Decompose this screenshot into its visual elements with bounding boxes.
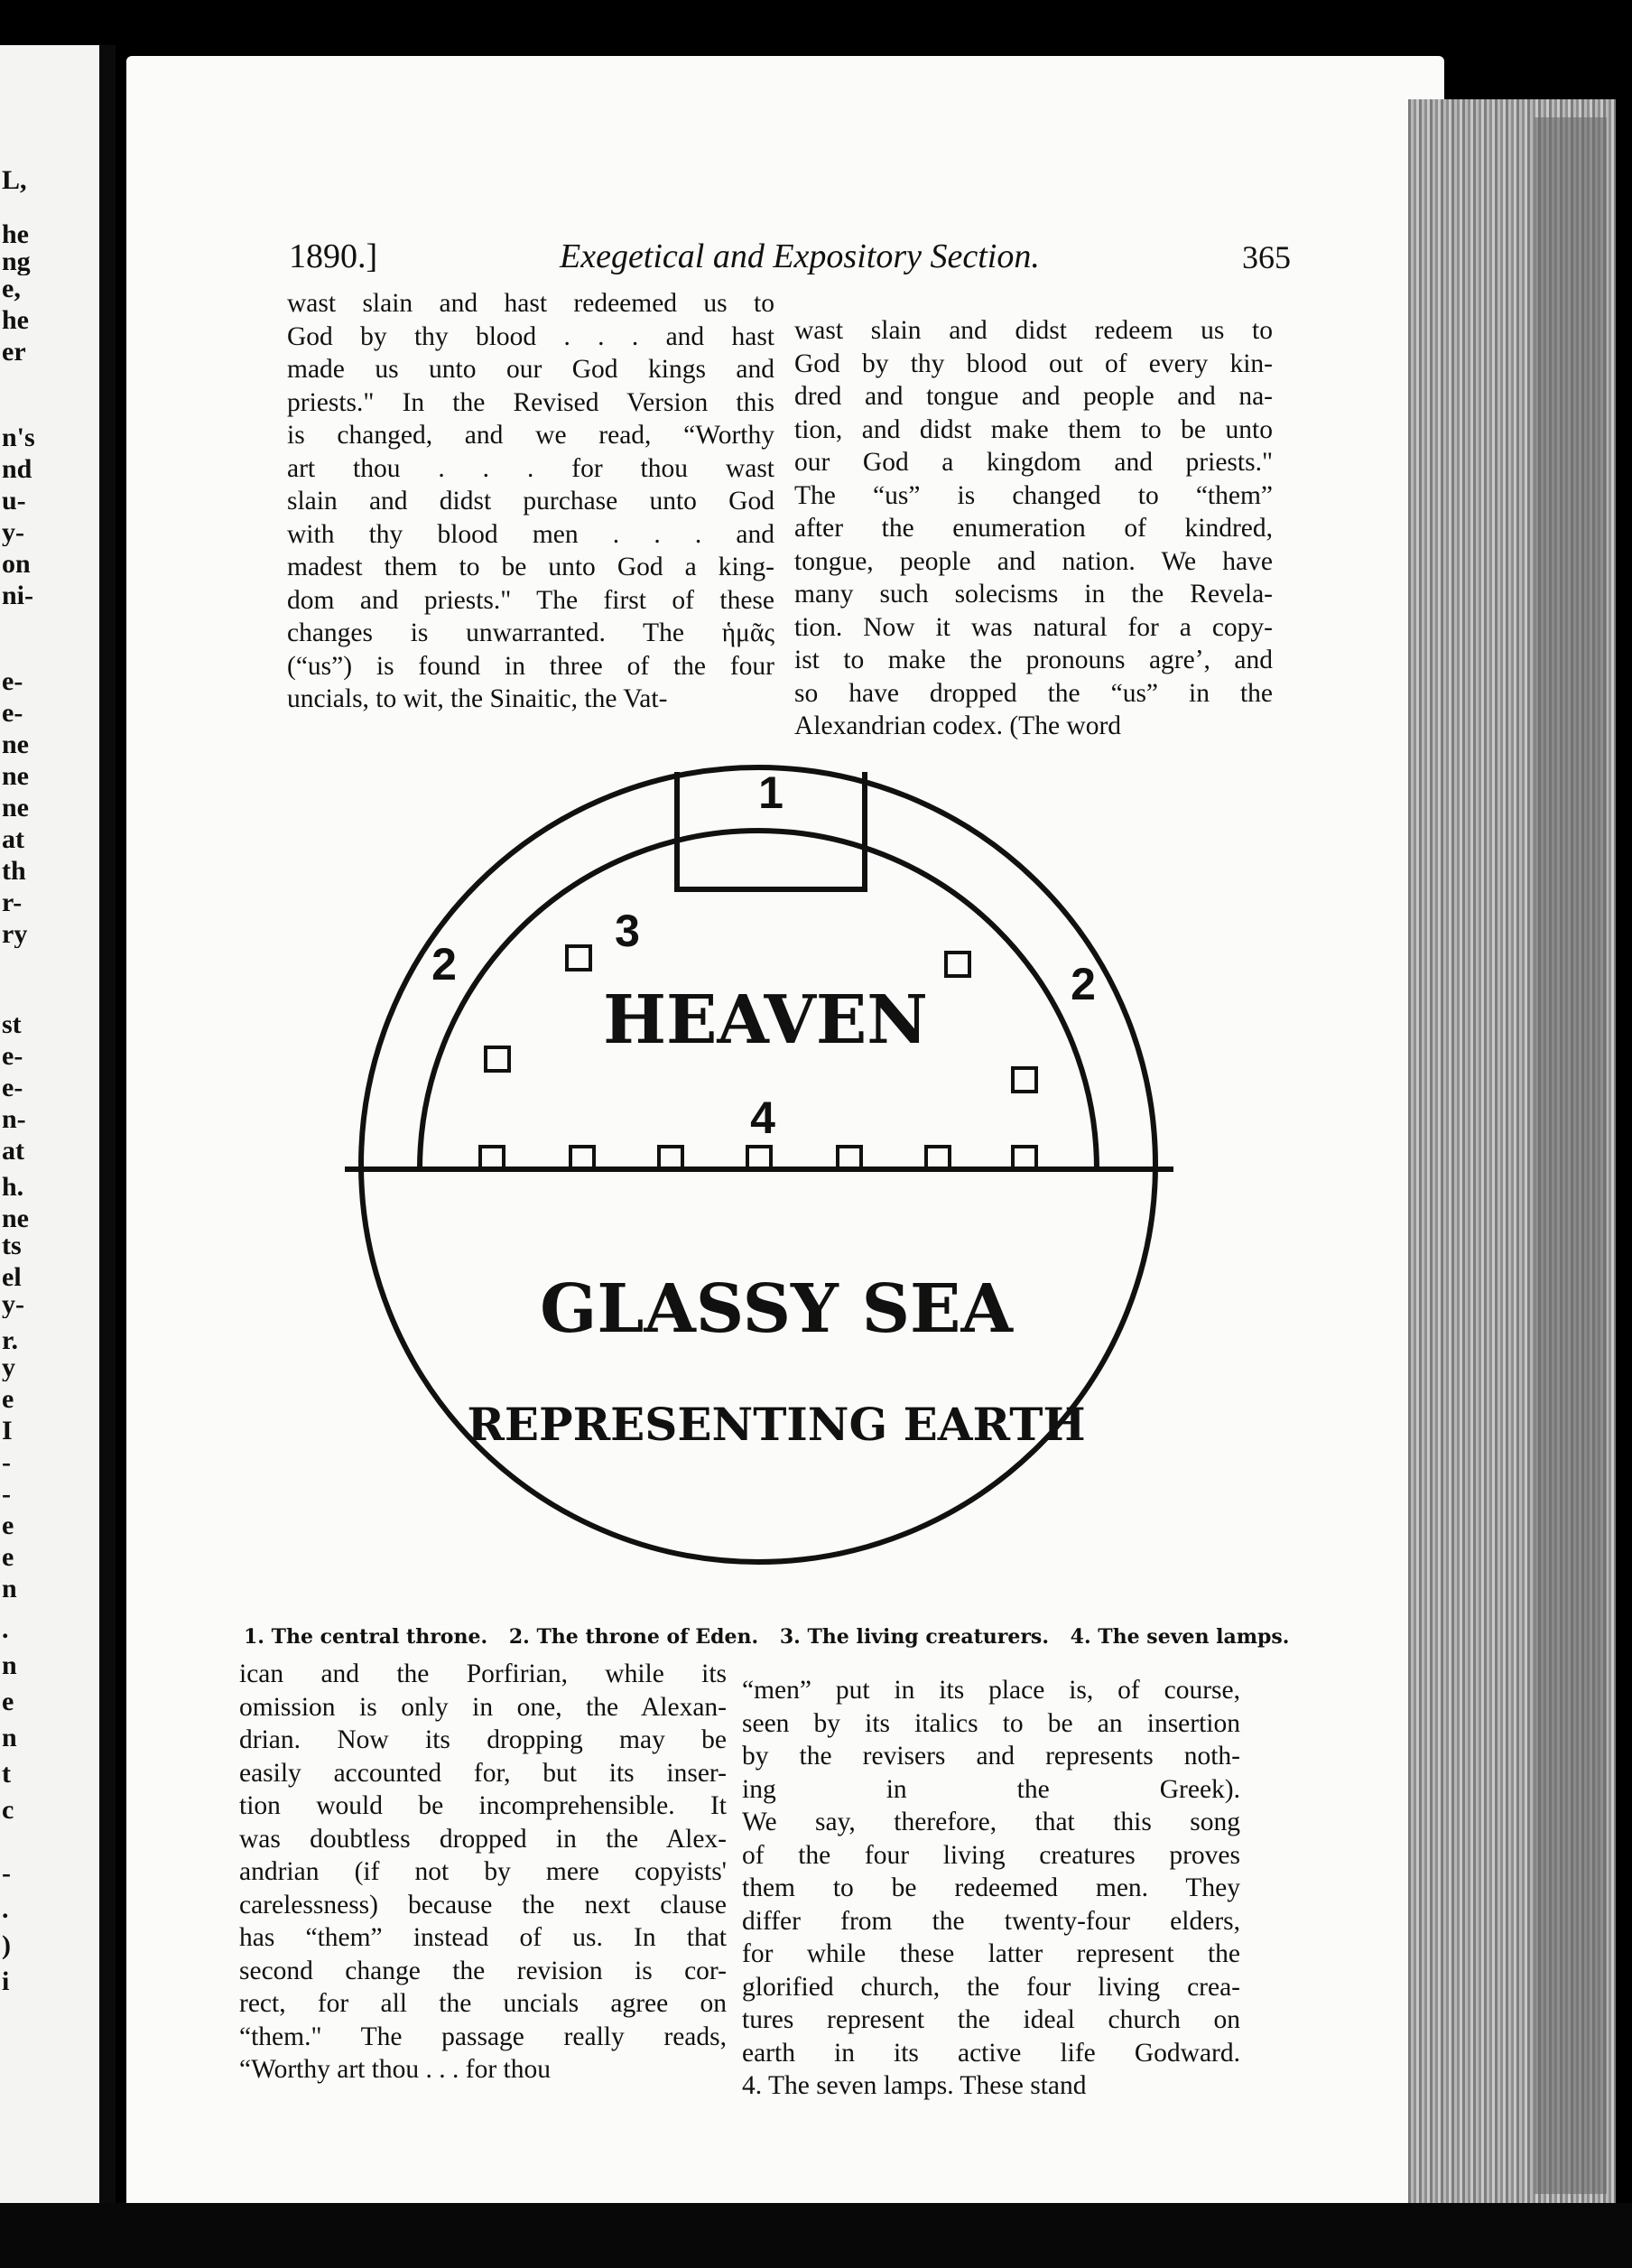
text-line: Alexandrian codex. (The word bbox=[794, 711, 1122, 740]
marker-1: 1 bbox=[758, 767, 784, 818]
facing-page-fragment: e, bbox=[2, 275, 21, 302]
text-line: is changed, and we read, “Worthy bbox=[287, 421, 774, 450]
facing-page-fragment: - bbox=[2, 1860, 11, 1887]
marker-2-right: 2 bbox=[1071, 959, 1096, 1009]
text-line: tion would be incomprehensible. It bbox=[239, 1791, 727, 1820]
marker-3: 3 bbox=[615, 906, 640, 956]
text-line: tion. Now it was natural for a copy- bbox=[794, 612, 1273, 642]
text-line: ican and the Porfirian, while its bbox=[239, 1659, 727, 1688]
heaven-label: HEAVEN bbox=[603, 981, 928, 1059]
facing-page-fragment: nd bbox=[2, 456, 32, 483]
facing-page-fragment: h. bbox=[2, 1174, 24, 1201]
facing-page-fragment: e bbox=[2, 1386, 14, 1413]
text-line: dom and priests." The first of these bbox=[287, 585, 774, 615]
column-bottom-left bbox=[239, 1658, 727, 2087]
text-line: priests." In the Revised Version this bbox=[287, 387, 774, 417]
text-line: omission is only in one, the Alexan- bbox=[239, 1692, 727, 1722]
text-line: was doubtless dropped in the Alex- bbox=[239, 1824, 727, 1854]
facing-page-fragment: ng bbox=[2, 248, 31, 275]
running-header bbox=[289, 237, 1291, 278]
page-edges-shadow bbox=[1535, 117, 1607, 2194]
facing-page-fragment: er bbox=[2, 339, 26, 366]
text-line: The “us” is changed to “them” bbox=[794, 480, 1273, 510]
column-top-right bbox=[794, 314, 1273, 743]
legend-item: 2. The throne of Eden. bbox=[508, 1625, 759, 1649]
facing-page-fragment: ts bbox=[2, 1232, 22, 1259]
legend-item: 1. The central throne. bbox=[244, 1625, 488, 1649]
text-line: wast slain and didst redeem us to bbox=[794, 316, 1273, 345]
text-line: madest them to be unto God a king- bbox=[287, 553, 774, 581]
facing-page-fragment: e bbox=[2, 1688, 14, 1715]
facing-page-fragment: t bbox=[2, 1761, 11, 1788]
marker-2-left: 2 bbox=[431, 939, 457, 990]
facing-page-edge bbox=[0, 45, 116, 2248]
facing-page-fragment: - bbox=[2, 1481, 11, 1508]
facing-page-fragment: y- bbox=[2, 519, 24, 546]
facing-page-fragment: ) bbox=[2, 1932, 11, 1959]
facing-page-fragment: . bbox=[2, 1616, 9, 1643]
text-line: drian. Now its dropping may be bbox=[239, 1725, 727, 1754]
glassy-sea-label: GLASSY SEA bbox=[540, 1270, 1013, 1348]
text-line: with thy blood men . . . and bbox=[287, 519, 774, 549]
facing-page-fragment: y bbox=[2, 1354, 15, 1381]
text-line: carelessness) because the next clause bbox=[239, 1890, 727, 1919]
header-year: 1890.] bbox=[289, 237, 378, 275]
text-line: tongue, people and nation. We have bbox=[794, 546, 1273, 576]
text-line: of the four living creatures proves bbox=[742, 1840, 1240, 1870]
text-line: after the enumeration of kindred, bbox=[794, 514, 1273, 543]
facing-page-fragment: - bbox=[2, 1449, 11, 1476]
marker-4: 4 bbox=[750, 1092, 775, 1143]
text-line: made us unto our God kings and bbox=[287, 355, 774, 384]
facing-page-fragment: n bbox=[2, 1724, 17, 1752]
text-line: ing in the Greek). bbox=[742, 1774, 1240, 1804]
facing-page-fragment: at bbox=[2, 1138, 24, 1165]
text-line: ist to make the pronouns agreʼ, and bbox=[794, 646, 1273, 674]
earth-label: REPRESENTING EARTH bbox=[467, 1398, 1086, 1451]
text-line: easily accounted for, but its inser- bbox=[239, 1758, 727, 1788]
text-line: God by thy blood . . . and hast bbox=[287, 321, 774, 351]
text-line: earth in its active life Godward. bbox=[742, 2038, 1240, 2068]
facing-page-fragment: ne bbox=[2, 795, 29, 822]
column-top-left bbox=[287, 287, 774, 716]
text-line: “Worthy art thou . . . for thou bbox=[239, 2055, 551, 2084]
facing-page-fragment: he bbox=[2, 221, 29, 248]
lamp-square bbox=[1013, 1068, 1036, 1092]
text-line: (“us”) is found in three of the four bbox=[287, 651, 774, 681]
text-line: dred and tongue and people and na- bbox=[794, 382, 1273, 411]
facing-page-fragment: i bbox=[2, 1968, 10, 1995]
text-line: We say, therefore, that this song bbox=[742, 1808, 1240, 1836]
text-line: uncials, to wit, the Sinaitic, the Vat- bbox=[287, 684, 668, 713]
heaven-diagram bbox=[334, 754, 1182, 1566]
text-line: “them." The passage really reads, bbox=[239, 2022, 727, 2051]
text-line: art thou . . . for thou wast bbox=[287, 453, 774, 483]
text-line: “men” put in its place is, of course, bbox=[742, 1676, 1240, 1705]
facing-page-fragment: n bbox=[2, 1576, 17, 1603]
lamp-square bbox=[946, 953, 969, 976]
facing-page-fragment: e- bbox=[2, 668, 23, 695]
facing-page-fragment: at bbox=[2, 826, 24, 853]
facing-page-fragment: ni- bbox=[2, 582, 34, 609]
facing-page-fragment: n's bbox=[2, 424, 35, 451]
text-line: slain and didst purchase unto God bbox=[287, 487, 774, 516]
facing-page-fragment: n bbox=[2, 1652, 17, 1679]
facing-page-fragment: y- bbox=[2, 1291, 24, 1318]
text-line: wast slain and hast redeemed us to bbox=[287, 289, 774, 318]
facing-page-fragment: r- bbox=[2, 889, 23, 916]
facing-page-fragment: el bbox=[2, 1264, 22, 1291]
text-line: tion, and didst make them to be unto bbox=[794, 414, 1273, 444]
text-line: andrian (if not by mere copyists' bbox=[239, 1857, 727, 1886]
facing-page-fragment: e- bbox=[2, 1074, 23, 1101]
facing-page-fragment: u- bbox=[2, 488, 26, 515]
text-line: glorified church, the four living crea- bbox=[742, 1972, 1240, 2002]
facing-page-fragment: ry bbox=[2, 921, 28, 948]
facing-page-fragment: st bbox=[2, 1011, 22, 1038]
facing-page-fragment: e- bbox=[2, 1043, 23, 1070]
legend-item: 3. The living creaturers. bbox=[779, 1625, 1049, 1649]
lamp-square bbox=[567, 946, 590, 970]
lamp-square bbox=[486, 1047, 509, 1071]
facing-page-fragment: he bbox=[2, 307, 29, 334]
facing-page-fragment: e- bbox=[2, 700, 23, 727]
facing-page-fragment: c bbox=[2, 1797, 14, 1824]
facing-page-fragment: n- bbox=[2, 1106, 26, 1133]
text-line: tures represent the ideal church on bbox=[742, 2005, 1240, 2034]
facing-page-fragment: . bbox=[2, 1896, 9, 1923]
bottom-shadow bbox=[0, 2203, 1632, 2268]
facing-page-fragment: th bbox=[2, 858, 26, 885]
text-line: differ from the twenty-four elders, bbox=[742, 1906, 1240, 1936]
facing-page-fragment: ne bbox=[2, 1205, 29, 1232]
page-number: 365 bbox=[1242, 239, 1291, 275]
text-line: our God a kingdom and priests." bbox=[794, 448, 1273, 477]
text-line: God by thy blood out of every kin- bbox=[794, 349, 1273, 378]
text-line: by the revisers and represents noth- bbox=[742, 1742, 1240, 1771]
facing-page-fragment: L, bbox=[2, 167, 27, 194]
facing-page-fragment: ne bbox=[2, 731, 29, 758]
facing-page-fragment: e bbox=[2, 1512, 14, 1539]
column-bottom-right bbox=[742, 1674, 1240, 2103]
header-title: Exegetical and Expository Section. bbox=[560, 237, 1040, 275]
text-line: changes is unwarranted. The ἡμᾶς bbox=[287, 618, 774, 647]
text-line: 4. The seven lamps. These stand bbox=[742, 2071, 1087, 2100]
facing-page-fragment: ne bbox=[2, 763, 29, 790]
text-line: rect, for all the uncials agree on bbox=[239, 1989, 727, 2018]
facing-page-fragment: r. bbox=[2, 1327, 19, 1354]
text-line: seen by its italics to be an insertion bbox=[742, 1708, 1240, 1738]
text-line: second change the revision is cor- bbox=[239, 1956, 727, 1985]
facing-page-fragment: e bbox=[2, 1544, 14, 1571]
text-line: many such solecisms in the Revela- bbox=[794, 580, 1273, 609]
facing-page-fragment: I bbox=[2, 1418, 13, 1445]
text-line: so have dropped the “us” in the bbox=[794, 678, 1273, 708]
facing-page-fragment: on bbox=[2, 551, 31, 578]
text-line: them to be redeemed men. They bbox=[742, 1873, 1240, 1902]
text-line: for while these latter represent the bbox=[742, 1939, 1240, 1968]
diagram-legend bbox=[244, 1625, 1290, 1649]
text-line: has “them” instead of us. In that bbox=[239, 1923, 727, 1952]
legend-item: 4. The seven lamps. bbox=[1070, 1625, 1290, 1649]
